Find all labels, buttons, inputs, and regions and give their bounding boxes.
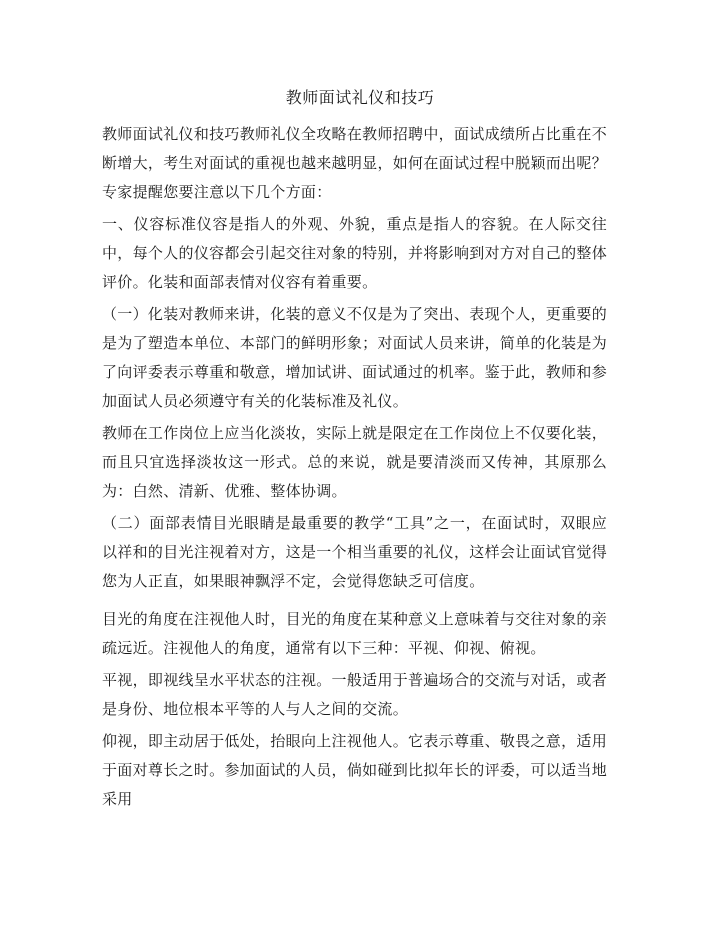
paragraph-makeup: （一）化装对教师来讲，化装的意义不仅是为了突出、表现个人，更重要的是为了塑造本单位、本部门的鲜明形象；对面试人员来讲，简单的化装是为了向评委表示尊重和敬意，增加试讲、面试通过的机率。鉴于此，教师和参加面试人员必须遵守有关的化装标准及礼仪。 <box>102 305 607 410</box>
paragraph-level-gaze: 平视，即视线呈水平状态的注视。一般适用于普遍场合的交流与对话，或者是身份、地位根本平等的人与人之间的交流。 <box>102 671 607 718</box>
document-title: 教师面试礼仪和技巧 <box>285 88 435 107</box>
paragraph-gaze-angle: 目光的角度在注视他人时，目光的角度在某种意义上意味着与交往对象的亲疏远近。注视他人的角度，通常有以下三种：平视、仰视、俯视。 <box>102 610 607 657</box>
paragraph-light-makeup: 教师在工作岗位上应当化淡妆，实际上就是限定在工作岗位上不仅要化装，而且只宜选择淡妆这一形式。总的来说，就是要清淡而又传神，其原那么为：白然、清新、优雅、整体协调。 <box>102 424 607 500</box>
paragraph-appearance-standard: 一、仪容标准仪容是指人的外观、外貌，重点是指人的容貌。在人际交往中，每个人的仪容都会引起交往对象的特别，并将影响到对方对自己的整体评价。化装和面部表情对仪容有着重要。 <box>102 215 607 291</box>
paragraph-intro: 教师面试礼仪和技巧教师礼仪全攻略在教师招聘中，面试成绩所占比重在不断增大，考生对面试的重视也越来越明显，如何在面试过程中脱颖而出呢？专家提醒您要注意以下几个方面： <box>102 125 607 201</box>
paragraph-facial-expression: （二）面部表情目光眼睛是最重要的教学“工具”之一，在面试时，双眼应以祥和的目光注视着对方，这是一个相当重要的礼仪，这样会让面试官觉得您为人正直，如果眼神飘浮不定，会觉得您缺乏可信度。 <box>102 514 607 590</box>
document-body <box>102 120 607 817</box>
paragraph-upward-gaze: 仰视，即主动居于低处，抬眼向上注视他人。它表示尊重、敬畏之意，适用于面对尊长之时。参加面试的人员，倘如碰到比拟年长的评委，可以适当地采用 <box>102 732 607 808</box>
